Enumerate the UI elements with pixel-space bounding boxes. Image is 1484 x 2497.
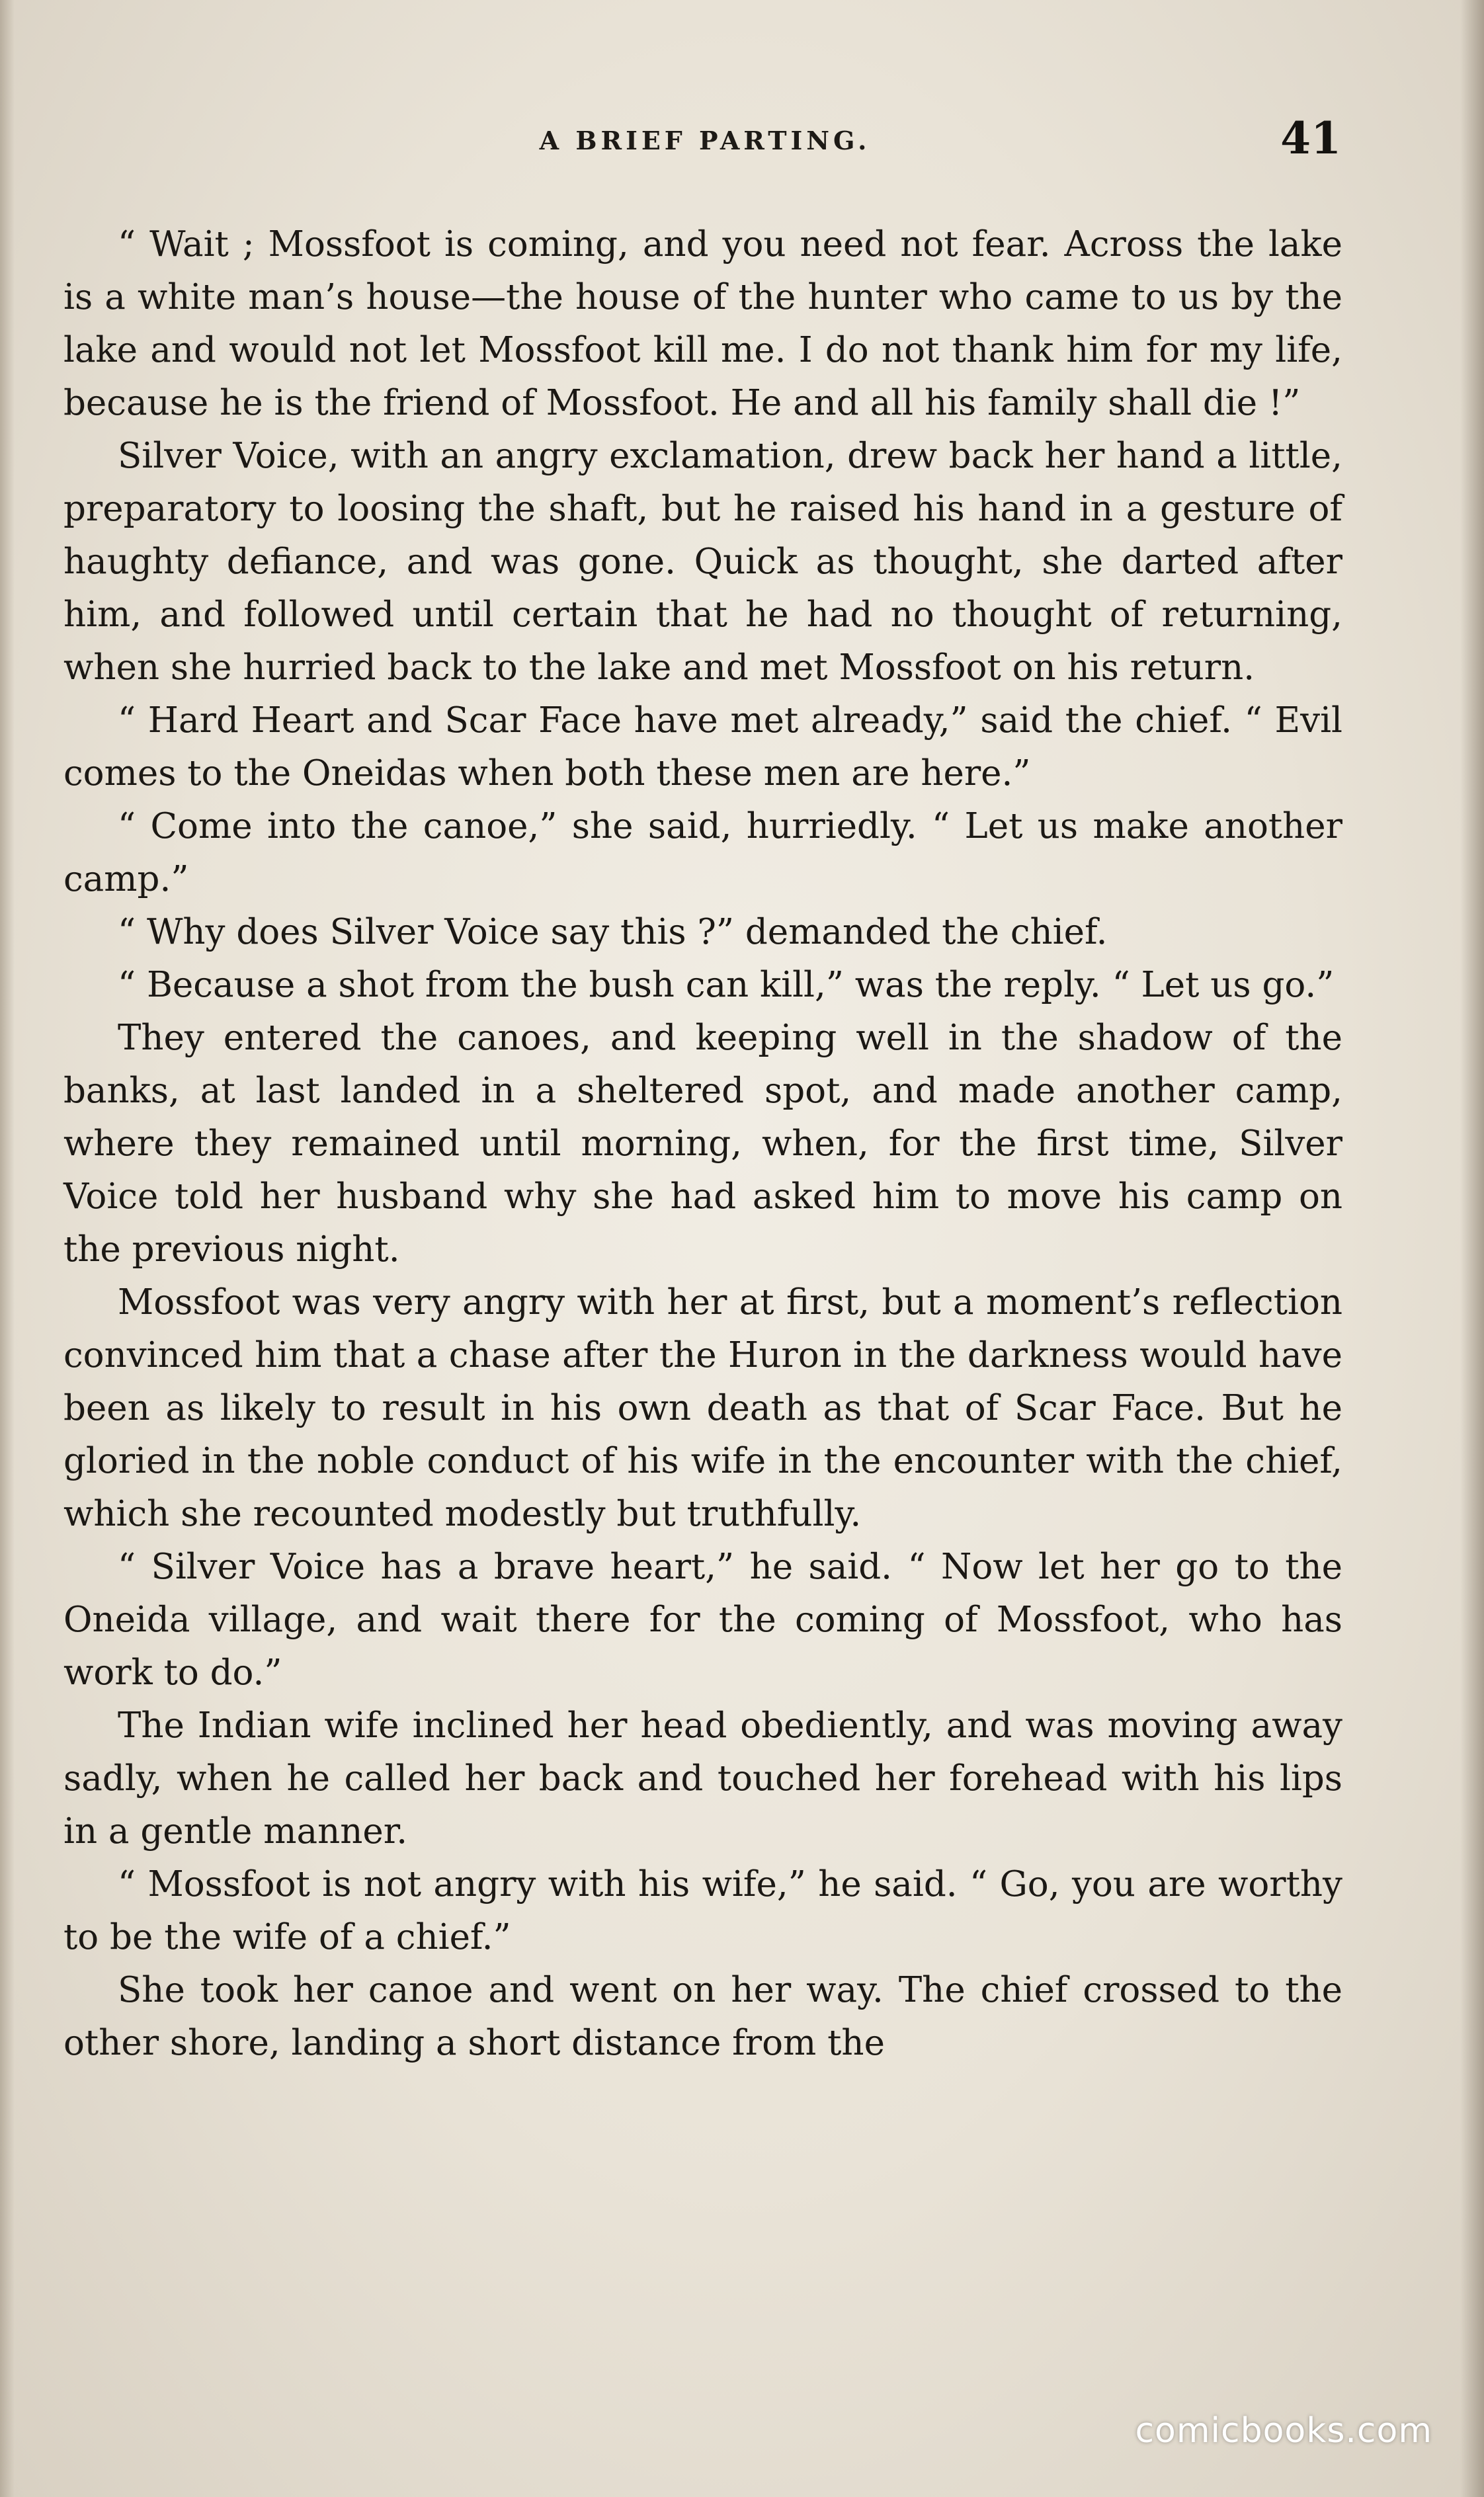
paragraph: “ Wait ; Mossfoot is coming, and you need not fear. Across the lake is a white man’s house—the house of the hunter who came to us by the lake and would not let Mossfoot kill me. I do not thank him for my life, because he is the friend of Mossfoot. He and all his family shall die !” [63,224,1342,423]
paragraph: “ Why does Silver Voice say this ?” demanded the chief. [118,912,1108,952]
page-edge-right-shadow [1460,0,1484,2497]
paragraph: “ Because a shot from the bush can kill,” was the reply. “ Let us go.” [118,965,1335,1005]
paragraph: “ Hard Heart and Scar Face have met already,” said the chief. “ Evil comes to the Oneidas when both these men are here.” [63,700,1342,794]
paragraph: “ Silver Voice has a brave heart,” he said. “ Now let her go to the Oneida village, and wait there for the coming of Mossfoot, who has work to do.” [63,1547,1342,1693]
site-watermark: comicbooks.com [1135,2411,1432,2451]
paragraph: Silver Voice, with an angry exclamation, drew back her hand a little, preparatory to loosing the shaft, but he raised his hand in a gesture of haughty defiance, and was gone. Quick as thought, she darted after him, and followed until certain that he had no thought of returning, when she hurried back to the lake and met Mossfoot on his return. [63,436,1342,688]
page-edge-left-shadow [0,0,15,2497]
paragraph: “ Mossfoot is not angry with his wife,” he said. “ Go, you are worthy to be the wife of a chief.” [63,1864,1342,1957]
paragraph: She took her canoe and went on her way. The chief crossed to the other shore, landing a short distance from the [63,1970,1342,2063]
paragraph: They entered the canoes, and keeping well in the shadow of the banks, at last landed in a sheltered spot, and made another camp, where they remained until morning, when, for the first time, Silver Voice told her husband why she had asked him to move his camp on the previous night. [63,1018,1342,1270]
page-number: 41 [1280,112,1341,164]
paragraph: “ Come into the canoe,” she said, hurriedly. “ Let us make another camp.” [63,806,1342,899]
running-head: A BRIEF PARTING. [539,126,871,155]
paragraph: The Indian wife inclined her head obediently, and was moving away sadly, when he called her back and touched her forehead with his lips in a gentle manner. [63,1705,1342,1852]
body-text [63,218,1342,2070]
paragraph: Mossfoot was very angry with her at first, but a moment’s reflection convinced him that a chase after the Huron in the darkness would have been as likely to result in his own death as that of Scar Face. But he gloried in the noble conduct of his wife in the encounter with the chief, which she recounted modestly but truthfully. [63,1282,1342,1534]
page-header [63,112,1346,172]
